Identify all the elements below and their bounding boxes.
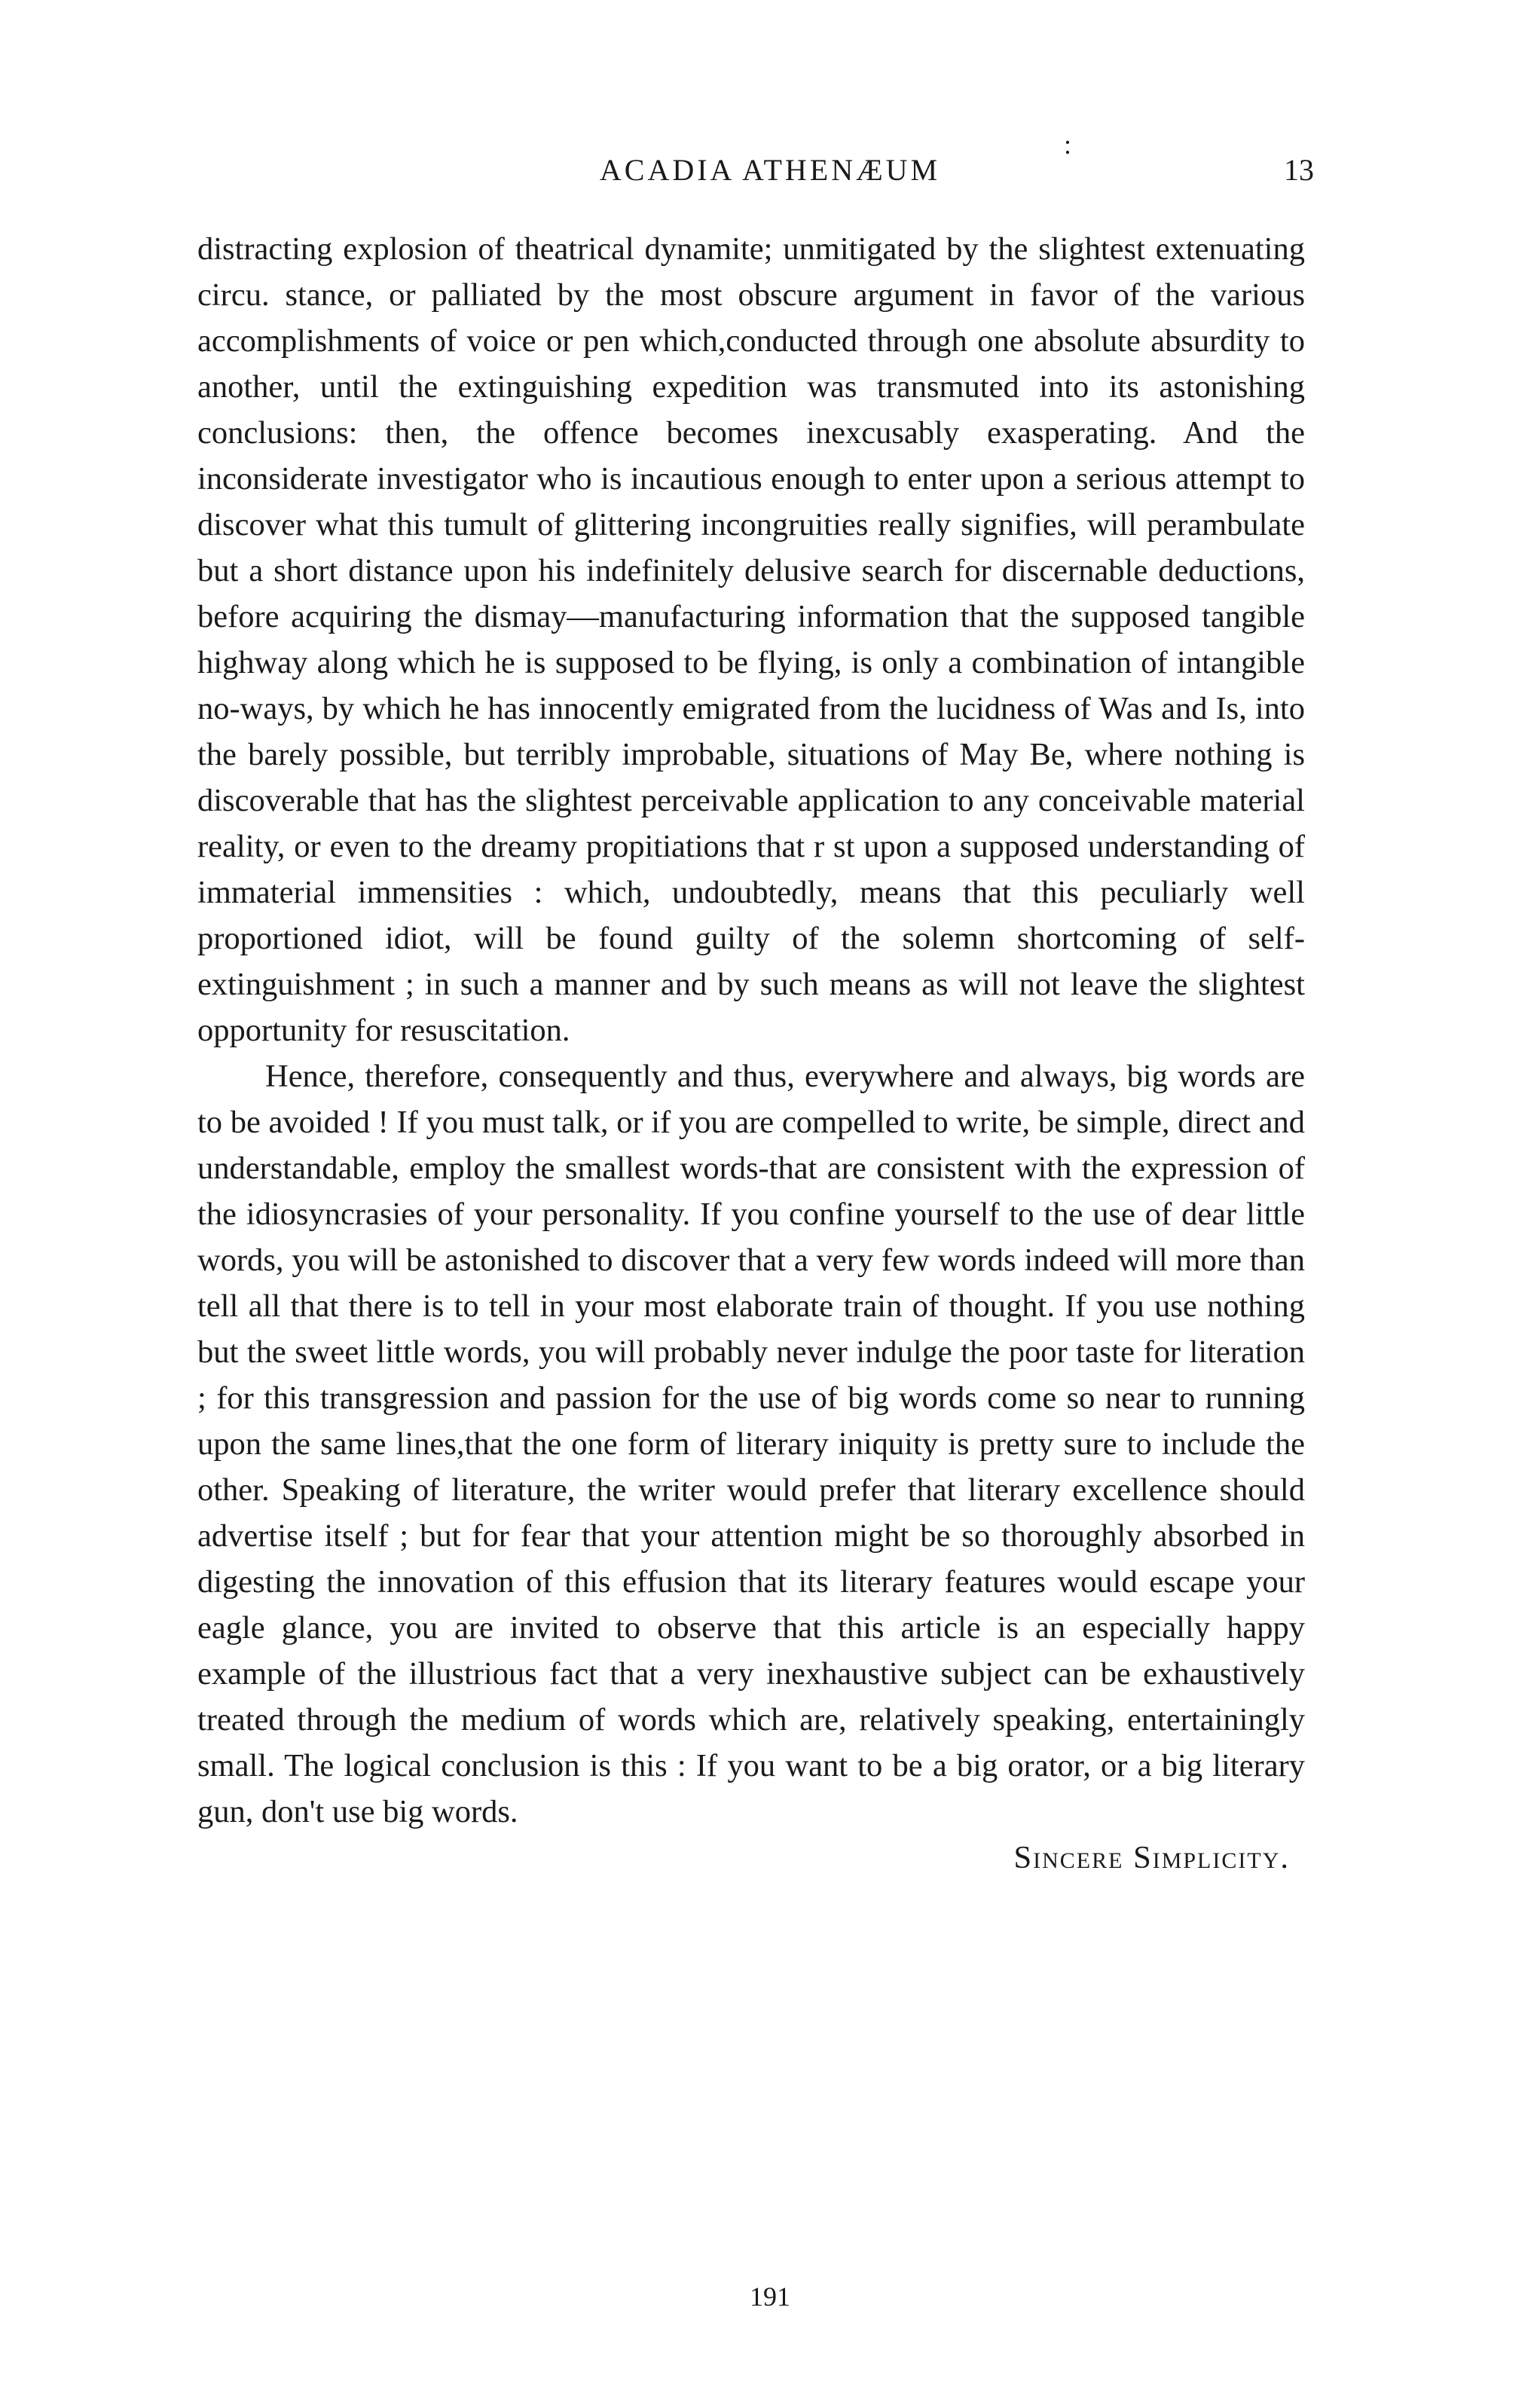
paragraph-1: distracting explosion of theatrical dynamite; unmitigated by the slightest extenuating circu. stance, or palliated by the most obscure argument in favor of the various accomplishments of voice or pen which,conducted through one absolute absurdity to another, until the extinguishing expedition was transmuted into its astonishing conclusions: then, the offence becomes inexcusably exasperating. And the inconsiderate investigator who is incautious enough to enter upon a serious attempt to discover what this tumult of glittering incongruities really signifies, will perambulate but a short distance upon his indefinitely delusive search for discernable deductions, before acquiring the dismay—manufacturing information that the supposed tangible highway along which he is supposed to be flying, is only a combination of intangible no-ways, by which he has innocently emigrated from the lucidness of Was and Is, into the barely possible, but terribly improbable, situations of May Be, where nothing is discoverable that has the slightest perceivable application to any conceivable material reality, or even to the dreamy propitiations that r st upon a supposed understanding of immaterial immensities : which, undoubtedly, means that this peculiarly well proportioned idiot, will be found guilty of the solemn shortcoming of self-extinguishment ; in such a manner and by such means as will not leave the slightest opportunity for resuscitation. <box>197 231 1305 1048</box>
running-head <box>0 148 1540 193</box>
page-number: 13 <box>1284 153 1314 187</box>
footer-page-number: 191 <box>750 2282 790 2312</box>
stray-mark: : <box>1064 130 1072 160</box>
journal-title: ACADIA ATHENÆUM <box>599 153 941 187</box>
author-signature: Sincere Simplicity. <box>1013 1840 1290 1875</box>
paragraph-2: Hence, therefore, consequently and thus, everywhere and always, big words are to be avoided ! If you must talk, or if you are compelled to write, be simple, direct and understandable, employ the smallest words-that are consistent with the expression of the idiosyncrasies of your personality. If you confine yourself to the use of dear little words, you will be astonished to discover that a very few words indeed will more than tell all that there is to tell in your most elaborate train of thought. If you use nothing but the sweet little words, you will probably never indulge the poor taste for literation ; for this transgression and passion for the use of big words come so near to running upon the same lines,that the one form of literary iniquity is pretty sure to include the other. Speaking of literature, the writer would prefer that literary excellence should advertise itself ; but for fear that your attention might be so thoroughly absorbed in digesting the innovation of this effusion that its literary features would escape your eagle glance, you are invited to observe that this article is an especially happy example of the illustrious fact that a very inexhaustive subject can be exhaustively treated through the medium of words which are, relatively speaking, entertainingly small. The logical conclusion is this : If you want to be a big orator, or a big literary gun, don't use big words. <box>197 1059 1305 1829</box>
article-body <box>197 226 1305 1881</box>
